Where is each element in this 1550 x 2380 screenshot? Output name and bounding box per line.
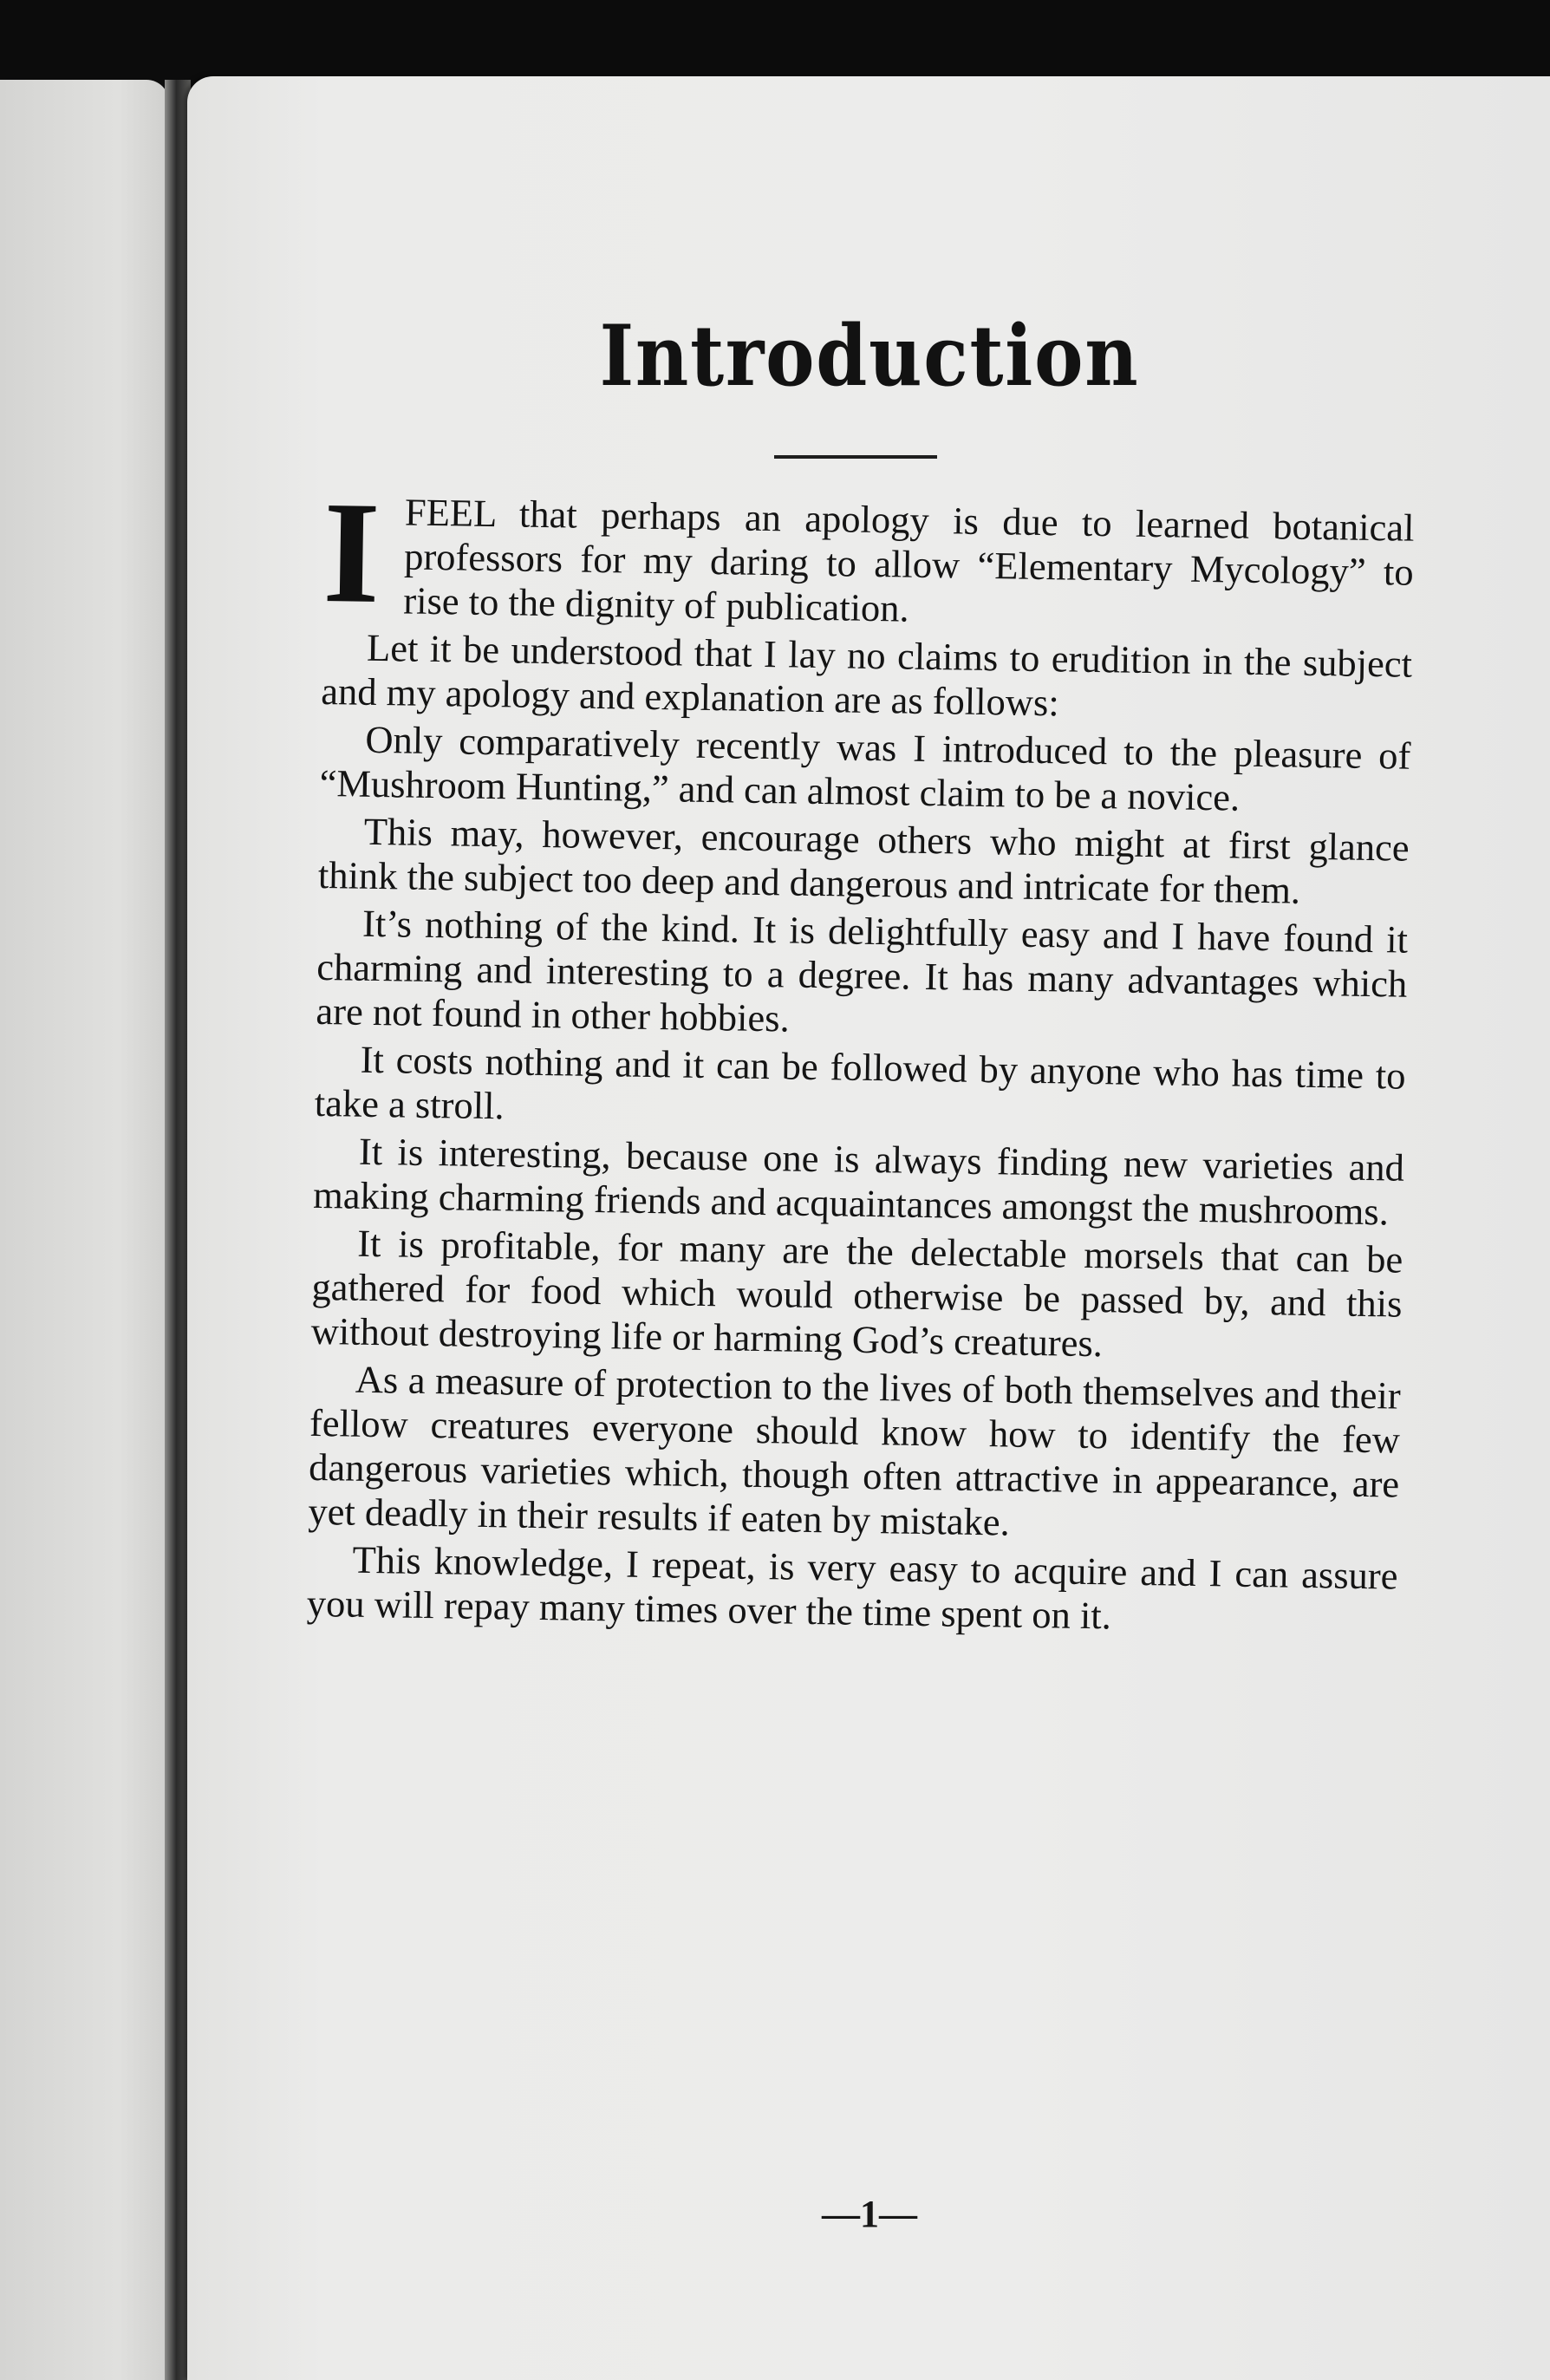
title-divider (774, 455, 937, 459)
page-number: —1— (822, 2193, 917, 2235)
introduction-text (306, 472, 1415, 1646)
book-page (187, 76, 1550, 2380)
paragraph-5: It’s nothing of the kind. It is delightfully easy and I have found it charming and interesting to a degree. It has many advantages which are not found in other hobbies. (316, 901, 1409, 1040)
paragraph-3: Only comparatively recently was I introduced to the pleasure of “Mushroom Hunting,” and can almost claim to be a novice. (319, 717, 1411, 819)
drop-cap: I (322, 472, 381, 635)
paragraph-9: As a measure of protection to the lives of both themselves and their fellow creatures everyone should know how to identify the few dangerous varieties which, though often attractive in appearance, are yet deadly in their results if eaten by mistake. (308, 1357, 1402, 1544)
paragraph-1-text: FEEL that perhaps an apology is due to learned botanical professors for my daring to allow “Elementary Mycology” to rise to the dignity of publication. (402, 490, 1415, 630)
page-title: Introduction (599, 307, 1140, 405)
paragraph-10: This knowledge, I repeat, is very easy to acquire and I can assure you will repay many times over the time spent on it. (306, 1537, 1398, 1638)
paragraph-8: It is profitable, for many are the delectable morsels that can be gathered for food which would otherwise be passed by, and this without destroying life or harming God’s creatures. (310, 1221, 1403, 1366)
paragraph-4: This may, however, encourage others who might at first glance think the subject too deep and dangerous and intricate for them. (317, 809, 1410, 912)
paragraph-7: It is interesting, because one is always finding new varieties and making charming friends and acquaintances amongst the mushrooms. (312, 1129, 1405, 1234)
paragraph-6: It costs nothing and it can be followed by anyone who has time to take a stroll. (314, 1037, 1406, 1128)
paragraph-1 (322, 472, 1415, 639)
paragraph-2: Let it be understood that I lay no claims to erudition in the subject and my apology and explanation are as follows: (320, 625, 1413, 725)
left-page-edge (0, 80, 169, 2380)
